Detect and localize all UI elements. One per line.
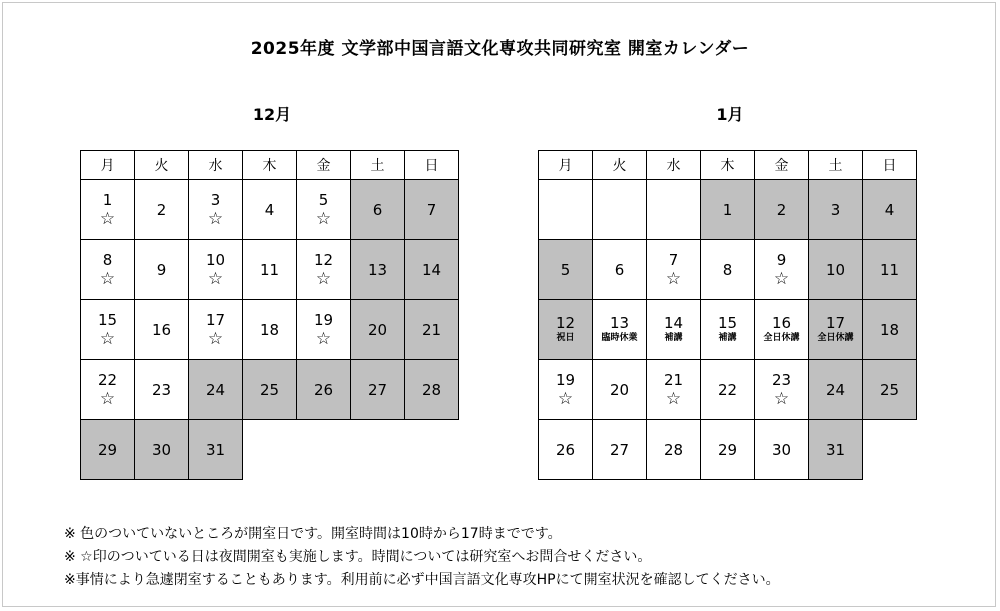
note-night-opening: ※ ☆印のついている日は夜間開室も実施します。時間については研究室へお問合せください。 <box>64 549 652 565</box>
day-cell <box>135 360 189 420</box>
day-cell <box>243 300 297 360</box>
day-cell <box>701 300 755 360</box>
empty-slot <box>243 420 297 480</box>
night-opening-star-icon: ☆ <box>773 388 790 409</box>
day-cell <box>701 180 755 240</box>
day-number: 11 <box>879 260 900 279</box>
day-cell <box>81 240 135 300</box>
day-note: 祝日 <box>556 333 575 343</box>
day-cell <box>539 300 593 360</box>
day-number: 20 <box>367 320 388 339</box>
day-number: 7 <box>426 200 437 219</box>
day-cell <box>135 180 189 240</box>
day-cell <box>701 360 755 420</box>
day-cell <box>755 300 809 360</box>
blank-day-cell <box>539 180 593 240</box>
day-cell <box>189 420 243 480</box>
day-cell <box>863 180 917 240</box>
day-number: 5 <box>560 260 571 279</box>
day-number: 19 <box>555 370 576 389</box>
day-cell <box>755 420 809 480</box>
day-cell <box>809 360 863 420</box>
empty-slot <box>405 420 459 480</box>
day-cell <box>243 180 297 240</box>
day-number: 13 <box>367 260 388 279</box>
day-cell <box>189 240 243 300</box>
night-opening-star-icon: ☆ <box>557 388 574 409</box>
day-number: 8 <box>722 260 733 279</box>
day-cell <box>593 300 647 360</box>
empty-slot <box>351 420 405 480</box>
day-number: 24 <box>205 380 226 399</box>
week-row <box>539 180 917 240</box>
day-cell <box>809 180 863 240</box>
day-number: 8 <box>102 250 113 269</box>
month-label-january: 1月 <box>716 105 744 124</box>
day-number: 20 <box>609 380 630 399</box>
night-opening-star-icon: ☆ <box>665 268 682 289</box>
night-opening-star-icon: ☆ <box>315 328 332 349</box>
blank-day-cell <box>647 180 701 240</box>
day-cell <box>405 360 459 420</box>
day-cell <box>755 180 809 240</box>
day-cell <box>593 420 647 480</box>
note-closure-warning: ※事情により急遽閉室することもあります。利用前に必ず中国言語文化専攻HPにて開室状況を確認してください。 <box>64 572 780 588</box>
day-number: 12 <box>313 250 334 269</box>
day-note: 補講 <box>664 333 683 343</box>
calendar-january <box>538 150 917 480</box>
day-number: 23 <box>771 370 792 389</box>
day-cell <box>351 240 405 300</box>
day-number: 18 <box>259 320 280 339</box>
day-number: 27 <box>609 440 630 459</box>
day-cell <box>863 240 917 300</box>
weekday-header: 木 <box>701 151 755 180</box>
day-cell <box>351 300 405 360</box>
day-number: 31 <box>205 440 226 459</box>
night-opening-star-icon: ☆ <box>315 208 332 229</box>
day-number: 31 <box>825 440 846 459</box>
day-cell <box>593 360 647 420</box>
empty-slot <box>863 420 917 480</box>
week-row <box>81 180 459 240</box>
day-cell <box>351 360 405 420</box>
day-cell <box>539 420 593 480</box>
blank-day-cell <box>593 180 647 240</box>
night-opening-star-icon: ☆ <box>773 268 790 289</box>
day-cell <box>243 360 297 420</box>
day-cell <box>755 360 809 420</box>
day-number: 21 <box>421 320 442 339</box>
day-cell <box>405 240 459 300</box>
day-cell <box>189 180 243 240</box>
weekday-header: 木 <box>243 151 297 180</box>
day-cell <box>863 300 917 360</box>
calendar-december <box>80 150 459 480</box>
day-number: 4 <box>264 200 275 219</box>
day-number: 16 <box>151 320 172 339</box>
day-cell <box>81 180 135 240</box>
day-cell <box>701 240 755 300</box>
day-number: 22 <box>717 380 738 399</box>
weekday-header: 水 <box>189 151 243 180</box>
note-open-days: ※ 色のついていないところが開室日です。開室時間は10時から17時までです。 <box>64 526 562 542</box>
day-number: 4 <box>884 200 895 219</box>
weekday-header: 金 <box>755 151 809 180</box>
week-row <box>539 360 917 420</box>
night-opening-star-icon: ☆ <box>99 328 116 349</box>
week-row <box>81 300 459 360</box>
page-title: 2025年度 文学部中国言語文化専攻共同研究室 開室カレンダー <box>250 39 750 59</box>
weekday-header: 土 <box>809 151 863 180</box>
day-cell <box>243 240 297 300</box>
day-cell <box>539 240 593 300</box>
day-cell <box>135 300 189 360</box>
night-opening-star-icon: ☆ <box>99 388 116 409</box>
day-cell <box>405 180 459 240</box>
day-number: 2 <box>776 200 787 219</box>
night-opening-star-icon: ☆ <box>315 268 332 289</box>
day-cell <box>809 300 863 360</box>
weekday-header: 火 <box>593 151 647 180</box>
weekday-header-row <box>539 151 917 180</box>
day-number: 15 <box>97 310 118 329</box>
weekday-header: 火 <box>135 151 189 180</box>
day-cell <box>405 300 459 360</box>
day-number: 27 <box>367 380 388 399</box>
day-number: 2 <box>156 200 167 219</box>
day-cell <box>809 420 863 480</box>
notes <box>64 523 780 592</box>
night-opening-star-icon: ☆ <box>665 388 682 409</box>
day-number: 29 <box>717 440 738 459</box>
day-cell <box>647 360 701 420</box>
weekday-header: 水 <box>647 151 701 180</box>
day-number: 10 <box>825 260 846 279</box>
day-number: 3 <box>830 200 841 219</box>
day-number: 16 <box>771 314 792 332</box>
day-number: 13 <box>609 314 630 332</box>
day-cell <box>647 240 701 300</box>
day-cell <box>297 360 351 420</box>
day-cell <box>809 240 863 300</box>
day-cell <box>593 240 647 300</box>
day-number: 28 <box>421 380 442 399</box>
day-note: 補講 <box>718 333 737 343</box>
day-number: 28 <box>663 440 684 459</box>
day-cell <box>135 420 189 480</box>
day-number: 14 <box>663 314 684 332</box>
week-row <box>539 420 917 480</box>
day-cell <box>351 180 405 240</box>
week-row <box>81 240 459 300</box>
day-cell <box>297 300 351 360</box>
day-number: 5 <box>318 190 329 209</box>
day-cell <box>135 240 189 300</box>
day-cell <box>647 300 701 360</box>
day-number: 7 <box>668 250 679 269</box>
month-label-december: 12月 <box>252 105 292 124</box>
day-number: 29 <box>97 440 118 459</box>
weekday-header: 月 <box>81 151 135 180</box>
day-cell <box>189 300 243 360</box>
day-number: 21 <box>663 370 684 389</box>
day-number: 11 <box>259 260 280 279</box>
week-row <box>539 300 917 360</box>
day-cell <box>297 240 351 300</box>
day-cell <box>647 420 701 480</box>
day-cell <box>81 420 135 480</box>
week-row <box>81 360 459 420</box>
day-number: 9 <box>156 260 167 279</box>
day-cell <box>81 300 135 360</box>
day-number: 17 <box>205 310 226 329</box>
night-opening-star-icon: ☆ <box>99 208 116 229</box>
day-cell <box>189 360 243 420</box>
night-opening-star-icon: ☆ <box>207 328 224 349</box>
day-note: 全日休講 <box>763 333 800 343</box>
day-number: 17 <box>825 314 846 332</box>
weekday-header: 日 <box>405 151 459 180</box>
weekday-header-row <box>81 151 459 180</box>
day-number: 9 <box>776 250 787 269</box>
night-opening-star-icon: ☆ <box>99 268 116 289</box>
day-number: 1 <box>722 200 733 219</box>
day-number: 24 <box>825 380 846 399</box>
day-number: 1 <box>102 190 113 209</box>
night-opening-star-icon: ☆ <box>207 208 224 229</box>
day-note: 臨時休業 <box>601 333 638 343</box>
day-number: 23 <box>151 380 172 399</box>
day-number: 30 <box>771 440 792 459</box>
day-number: 25 <box>879 380 900 399</box>
day-cell <box>81 360 135 420</box>
day-number: 12 <box>555 314 576 332</box>
day-number: 22 <box>97 370 118 389</box>
day-number: 6 <box>372 200 383 219</box>
day-note: 全日休講 <box>817 333 854 343</box>
day-number: 14 <box>421 260 442 279</box>
weekday-header: 土 <box>351 151 405 180</box>
week-row <box>539 240 917 300</box>
weekday-header: 月 <box>539 151 593 180</box>
day-cell <box>539 360 593 420</box>
weekday-header: 日 <box>863 151 917 180</box>
day-cell <box>297 180 351 240</box>
day-number: 26 <box>313 380 334 399</box>
day-cell <box>755 240 809 300</box>
week-row <box>81 420 459 480</box>
day-cell <box>701 420 755 480</box>
day-number: 10 <box>205 250 226 269</box>
day-number: 18 <box>879 320 900 339</box>
day-cell <box>863 360 917 420</box>
night-opening-star-icon: ☆ <box>207 268 224 289</box>
weekday-header: 金 <box>297 151 351 180</box>
day-number: 26 <box>555 440 576 459</box>
empty-slot <box>297 420 351 480</box>
day-number: 19 <box>313 310 334 329</box>
day-number: 30 <box>151 440 172 459</box>
day-number: 25 <box>259 380 280 399</box>
day-number: 6 <box>614 260 625 279</box>
day-number: 3 <box>210 190 221 209</box>
day-number: 15 <box>717 314 738 332</box>
